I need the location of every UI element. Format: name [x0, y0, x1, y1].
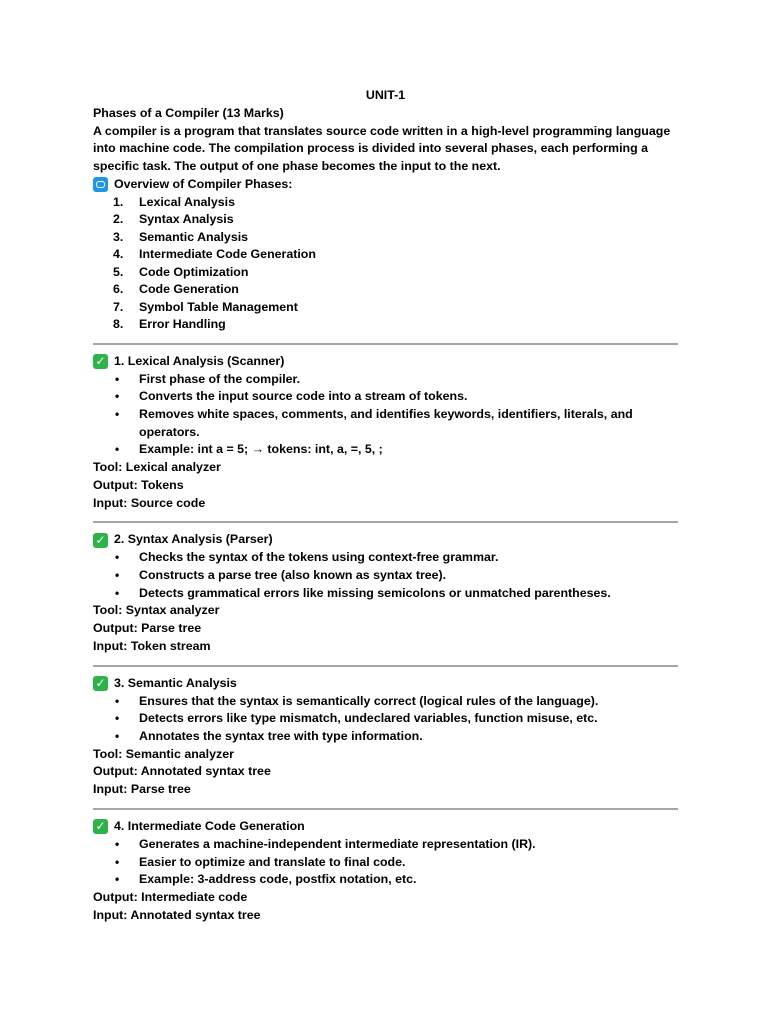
- list-item: • Detects errors like type mismatch, undeclared variables, function misuse, etc.: [115, 711, 598, 726]
- section-divider: [93, 521, 678, 523]
- list-item: • Example: int a = 5; → tokens: int, a, =, 5, ;: [115, 442, 383, 457]
- list-item: • Ensures that the syntax is semantically correct (logical rules of the language).: [115, 693, 599, 708]
- section-divider: [93, 343, 678, 345]
- input-line: Input: Source code: [93, 495, 206, 510]
- intro-line: into machine code. The compilation process is divided into several phases, each performing a: [93, 141, 648, 156]
- output-line: Output: Annotated syntax tree: [93, 764, 271, 779]
- list-item: • Converts the input source code into a stream of tokens.: [115, 389, 468, 404]
- list-item: • Easier to optimize and translate to final code.: [115, 854, 406, 869]
- list-item: 8. Error Handling: [113, 317, 226, 332]
- list-item: 4. Intermediate Code Generation: [113, 247, 316, 262]
- list-item: • Detects grammatical errors like missing semicolons or unmatched parentheses.: [115, 585, 611, 600]
- section-heading: ✓ 2. Syntax Analysis (Parser): [93, 531, 678, 549]
- list-item: 2. Syntax Analysis: [113, 212, 234, 227]
- list-item: 1. Lexical Analysis: [113, 194, 235, 209]
- list-item: • Constructs a parse tree (also known as syntax tree).: [115, 567, 447, 582]
- input-line: Input: Parse tree: [93, 782, 191, 797]
- section-divider: [93, 808, 678, 810]
- list-item: • Generates a machine-independent intermediate representation (IR).: [115, 836, 536, 851]
- list-item: 5. Code Optimization: [113, 264, 249, 279]
- section-heading: ✓ 4. Intermediate Code Generation: [93, 818, 678, 836]
- output-line: Output: Parse tree: [93, 621, 202, 636]
- list-item: • First phase of the compiler.: [115, 371, 301, 386]
- overview-heading: [93, 176, 678, 194]
- output-line: Output: Intermediate code: [93, 889, 248, 904]
- bullet-list: [93, 836, 678, 889]
- phase-list: [93, 194, 678, 334]
- tool-line: Tool: Semantic analyzer: [93, 746, 234, 761]
- green-check-icon: ✓: [93, 676, 108, 691]
- bullet-list: [93, 549, 678, 602]
- bullet-list: [93, 371, 678, 460]
- list-item: • Example: 3-address code, postfix notation, etc.: [115, 872, 417, 887]
- blue-ring-icon: [93, 177, 108, 192]
- unit-heading: UNIT-1: [365, 88, 406, 102]
- intro-line: specific task. The output of one phase becomes the input to the next.: [93, 159, 501, 174]
- intro-line: A compiler is a program that translates source code written in a high-level programming language: [93, 123, 671, 138]
- section-divider: [93, 665, 678, 667]
- list-item: 6. Code Generation: [113, 282, 239, 297]
- section-heading: ✓ 1. Lexical Analysis (Scanner): [93, 353, 678, 371]
- intro-paragraph: [93, 123, 678, 176]
- page-title: Phases of a Compiler (13 Marks): [93, 105, 284, 120]
- output-line: Output: Tokens: [93, 477, 184, 492]
- input-line: Input: Annotated syntax tree: [93, 907, 261, 922]
- overview-heading-text: Overview of Compiler Phases:: [114, 176, 293, 191]
- green-check-icon: ✓: [93, 533, 108, 548]
- list-item: 7. Symbol Table Management: [113, 299, 298, 314]
- bullet-list: [93, 693, 678, 746]
- tool-line: Tool: Lexical analyzer: [93, 460, 221, 475]
- list-item: 3. Semantic Analysis: [113, 229, 249, 244]
- green-check-icon: ✓: [93, 819, 108, 834]
- list-item: • Annotates the syntax tree with type information.: [115, 728, 423, 743]
- list-item: • Checks the syntax of the tokens using context-free grammar.: [115, 550, 499, 565]
- input-line: Input: Token stream: [93, 638, 211, 653]
- tool-line: Tool: Syntax analyzer: [93, 603, 220, 618]
- section-heading: ✓ 3. Semantic Analysis: [93, 675, 678, 693]
- green-check-icon: ✓: [93, 354, 108, 369]
- list-item: • Removes white spaces, comments, and identifies keywords, identifiers, literals, and operators.: [115, 406, 633, 439]
- document-body: [93, 87, 678, 925]
